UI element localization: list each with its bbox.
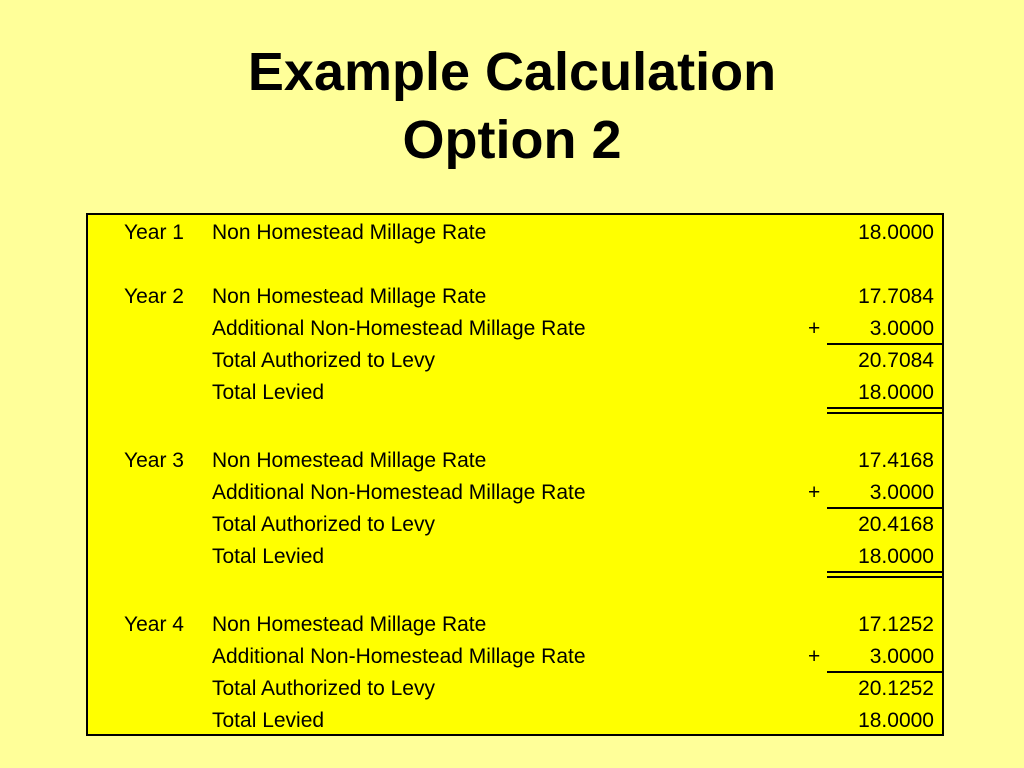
row-label: Non Homestead Millage Rate <box>212 449 487 472</box>
row-label: Total Authorized to Levy <box>212 677 435 700</box>
year-label: Year 2 <box>124 285 184 308</box>
sum-underline <box>827 507 944 509</box>
year-label: Year 3 <box>124 449 184 472</box>
row-label: Non Homestead Millage Rate <box>212 285 487 308</box>
row-label: Total Levied <box>212 709 325 732</box>
row-value: 17.7084 <box>858 285 934 308</box>
table-row <box>88 478 942 508</box>
plus-sign: + <box>808 481 821 504</box>
row-label: Non Homestead Millage Rate <box>212 221 487 244</box>
row-value: 18.0000 <box>858 221 934 244</box>
sum-underline <box>827 343 944 345</box>
row-value: 17.4168 <box>858 449 934 472</box>
row-value: 3.0000 <box>869 645 934 668</box>
year-label: Year 1 <box>124 221 184 244</box>
row-label: Additional Non-Homestead Millage Rate <box>212 481 586 504</box>
calculation-table <box>86 213 944 736</box>
slide-title <box>0 38 1024 174</box>
row-value: 20.1252 <box>858 677 934 700</box>
sum-underline <box>827 671 944 673</box>
table-row <box>88 314 942 344</box>
plus-sign: + <box>808 317 821 340</box>
row-label: Additional Non-Homestead Millage Rate <box>212 645 586 668</box>
table-row <box>88 510 942 540</box>
title-line-2: Option 2 <box>402 110 622 170</box>
row-label: Non Homestead Millage Rate <box>212 613 487 636</box>
table-row <box>88 542 942 572</box>
row-label: Additional Non-Homestead Millage Rate <box>212 317 586 340</box>
row-label: Total Authorized to Levy <box>212 349 435 372</box>
table-row <box>88 346 942 376</box>
row-value: 18.0000 <box>858 709 934 732</box>
total-double-underline <box>827 407 944 414</box>
row-value: 20.4168 <box>858 513 934 536</box>
row-value: 18.0000 <box>858 381 934 404</box>
table-row <box>88 674 942 704</box>
table-row <box>88 218 942 248</box>
table-row <box>88 706 942 736</box>
plus-sign: + <box>808 645 821 668</box>
table-row <box>88 282 942 312</box>
row-label: Total Authorized to Levy <box>212 513 435 536</box>
row-value: 20.7084 <box>858 349 934 372</box>
row-value: 3.0000 <box>869 481 934 504</box>
row-value: 18.0000 <box>858 545 934 568</box>
row-label: Total Levied <box>212 545 325 568</box>
title-line-1: Example Calculation <box>247 42 777 102</box>
total-double-underline <box>827 571 944 578</box>
row-value: 17.1252 <box>858 613 934 636</box>
table-row <box>88 642 942 672</box>
row-label: Total Levied <box>212 381 325 404</box>
table-row <box>88 610 942 640</box>
table-row <box>88 378 942 408</box>
year-label: Year 4 <box>124 613 184 636</box>
row-value: 3.0000 <box>869 317 934 340</box>
table-row <box>88 446 942 476</box>
